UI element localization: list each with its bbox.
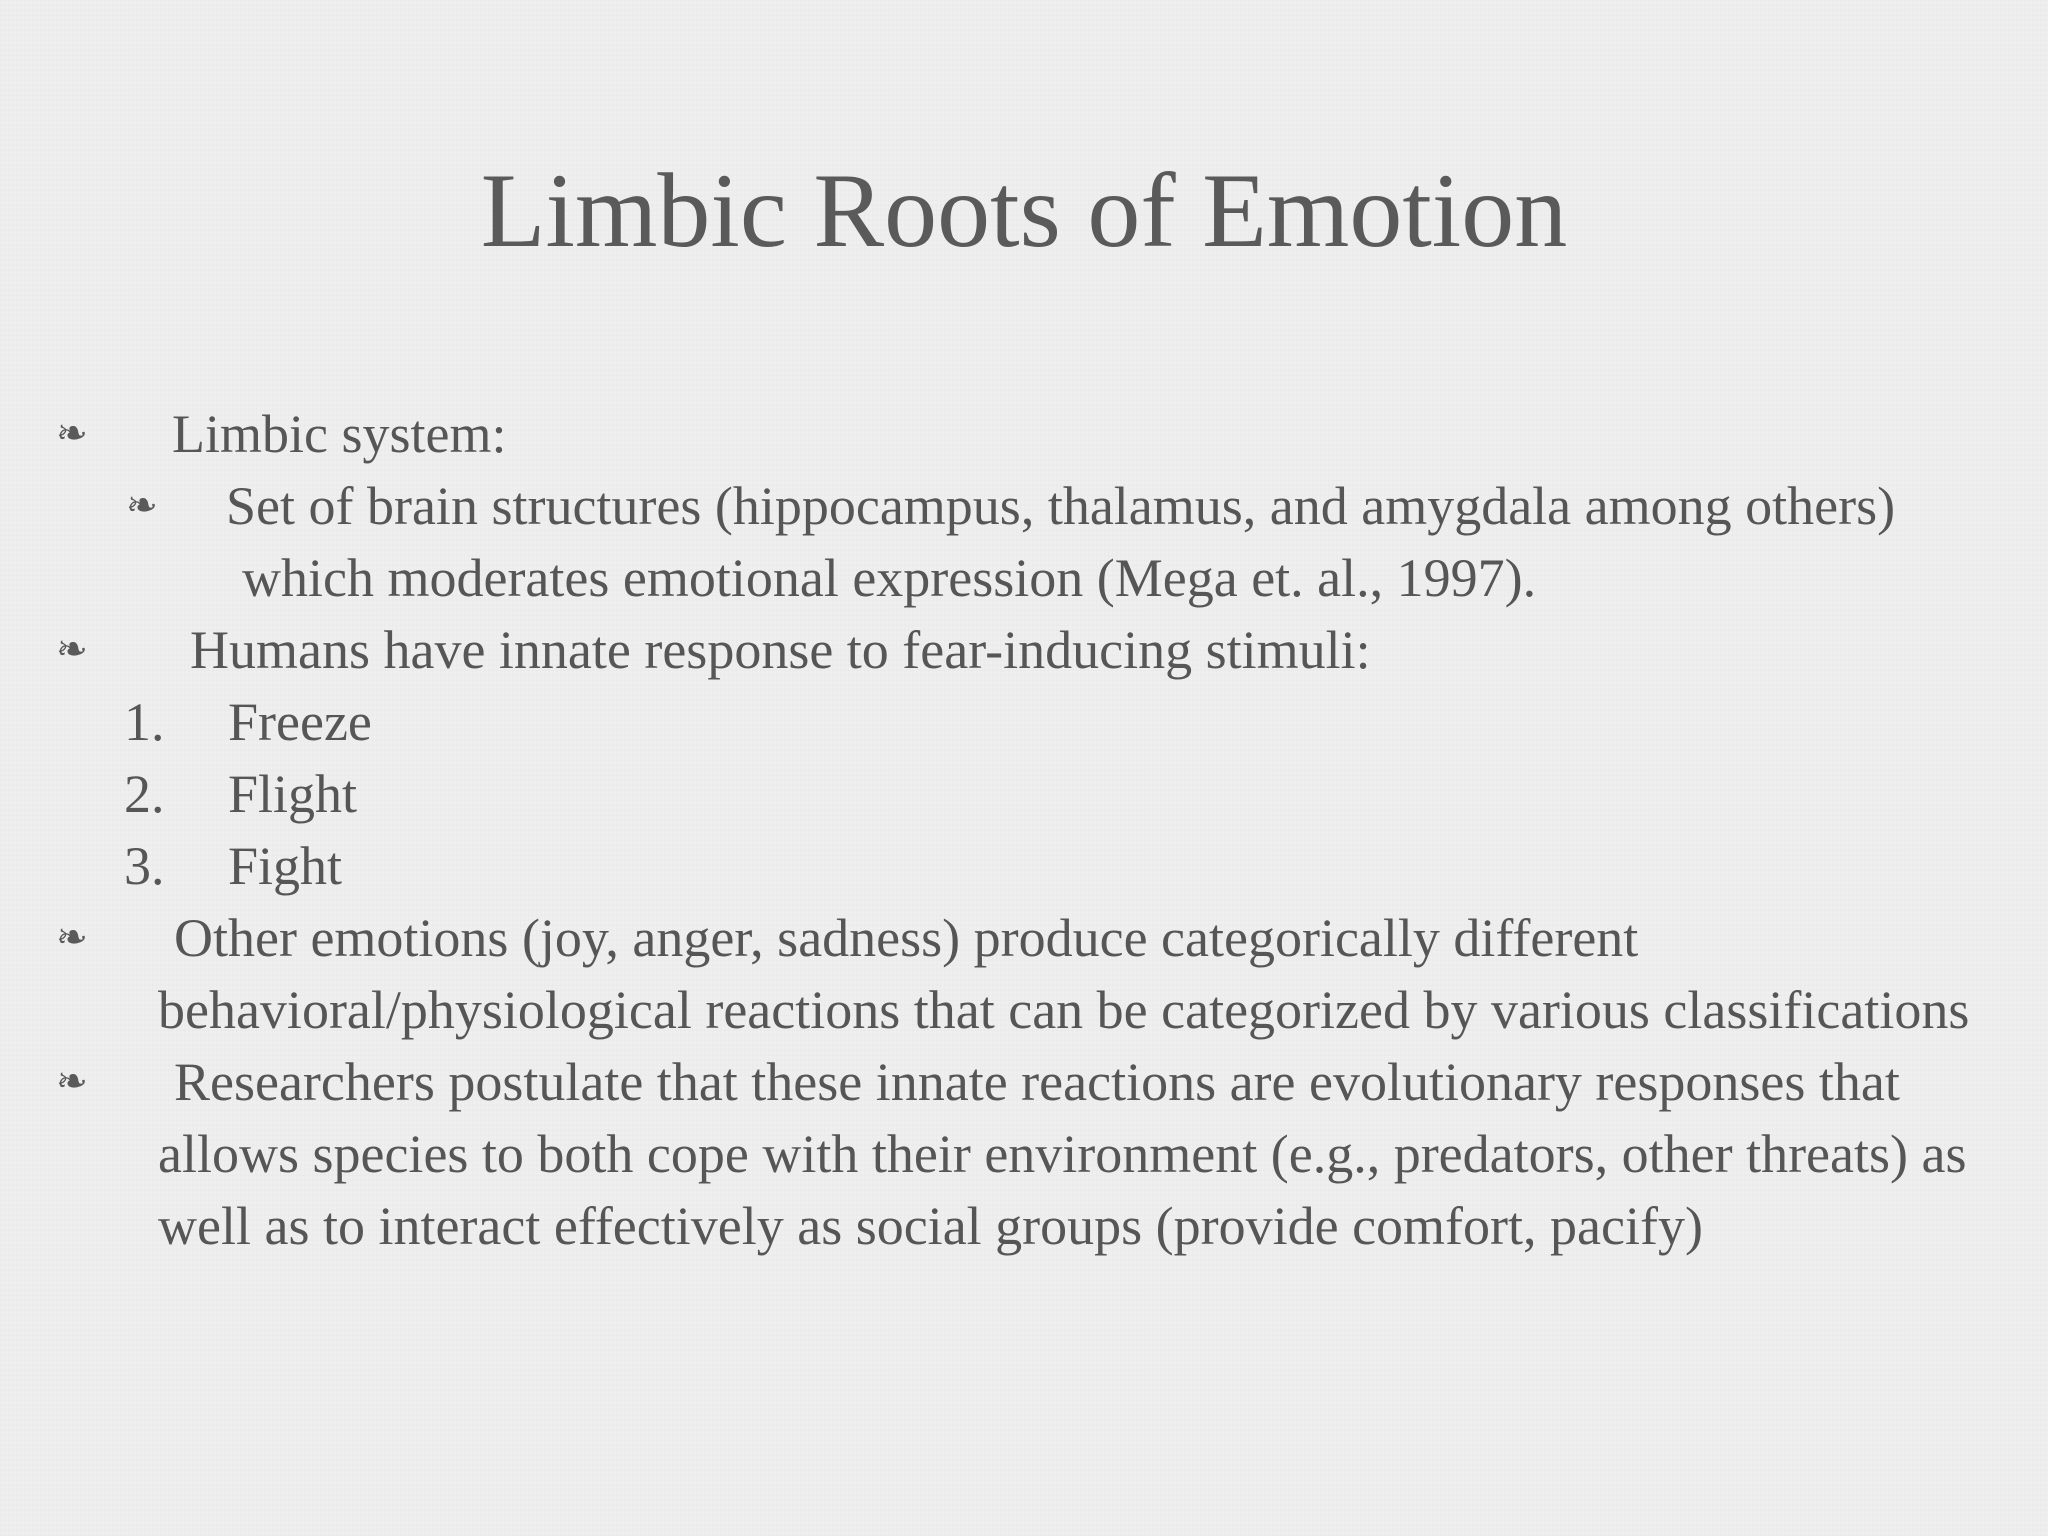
bullet-text: Researchers postulate that these innate reactions are evolutionary responses that allows species to both cope with their environment (e.g., predators, other threats) as well as to interact effectively as social groups (provide comfort, pacify) [158, 1052, 1967, 1256]
fleuron-bullet-icon: ❧ [56, 1061, 88, 1103]
fleuron-bullet-icon: ❧ [56, 629, 88, 671]
item-number: 2. [124, 764, 165, 824]
bullet-item [0, 398, 2048, 470]
bullet-item [0, 614, 2048, 686]
numbered-item [0, 758, 2048, 830]
numbered-text: Fight [228, 836, 343, 896]
bullet-item [0, 902, 2048, 1046]
bullet-text: Other emotions (joy, anger, sadness) produce categorically different behavioral/physiological reactions that can be categorized by various classifications [158, 908, 1970, 1040]
bullet-item [0, 1046, 2048, 1262]
sub-bullet-text: Set of brain structures (hippocampus, thalamus, and amygdala among others) which moderates emotional expression (Mega et. al., 1997). [226, 476, 1896, 608]
numbered-text: Flight [228, 764, 358, 824]
bullet-text: Humans have innate response to fear-inducing stimuli: [190, 620, 1371, 680]
fleuron-bullet-icon: ❧ [56, 917, 88, 959]
numbered-item [0, 830, 2048, 902]
bullet-text: Limbic system: [172, 404, 507, 464]
fleuron-bullet-icon: ❧ [126, 485, 158, 527]
slide-title: Limbic Roots of Emotion [480, 152, 1568, 269]
item-number: 1. [124, 692, 165, 752]
numbered-text: Freeze [228, 692, 372, 752]
item-number: 3. [124, 836, 165, 896]
fleuron-bullet-icon: ❧ [56, 413, 88, 455]
slide-content [0, 398, 2048, 1262]
numbered-item [0, 686, 2048, 758]
sub-bullet-item [0, 470, 2048, 614]
